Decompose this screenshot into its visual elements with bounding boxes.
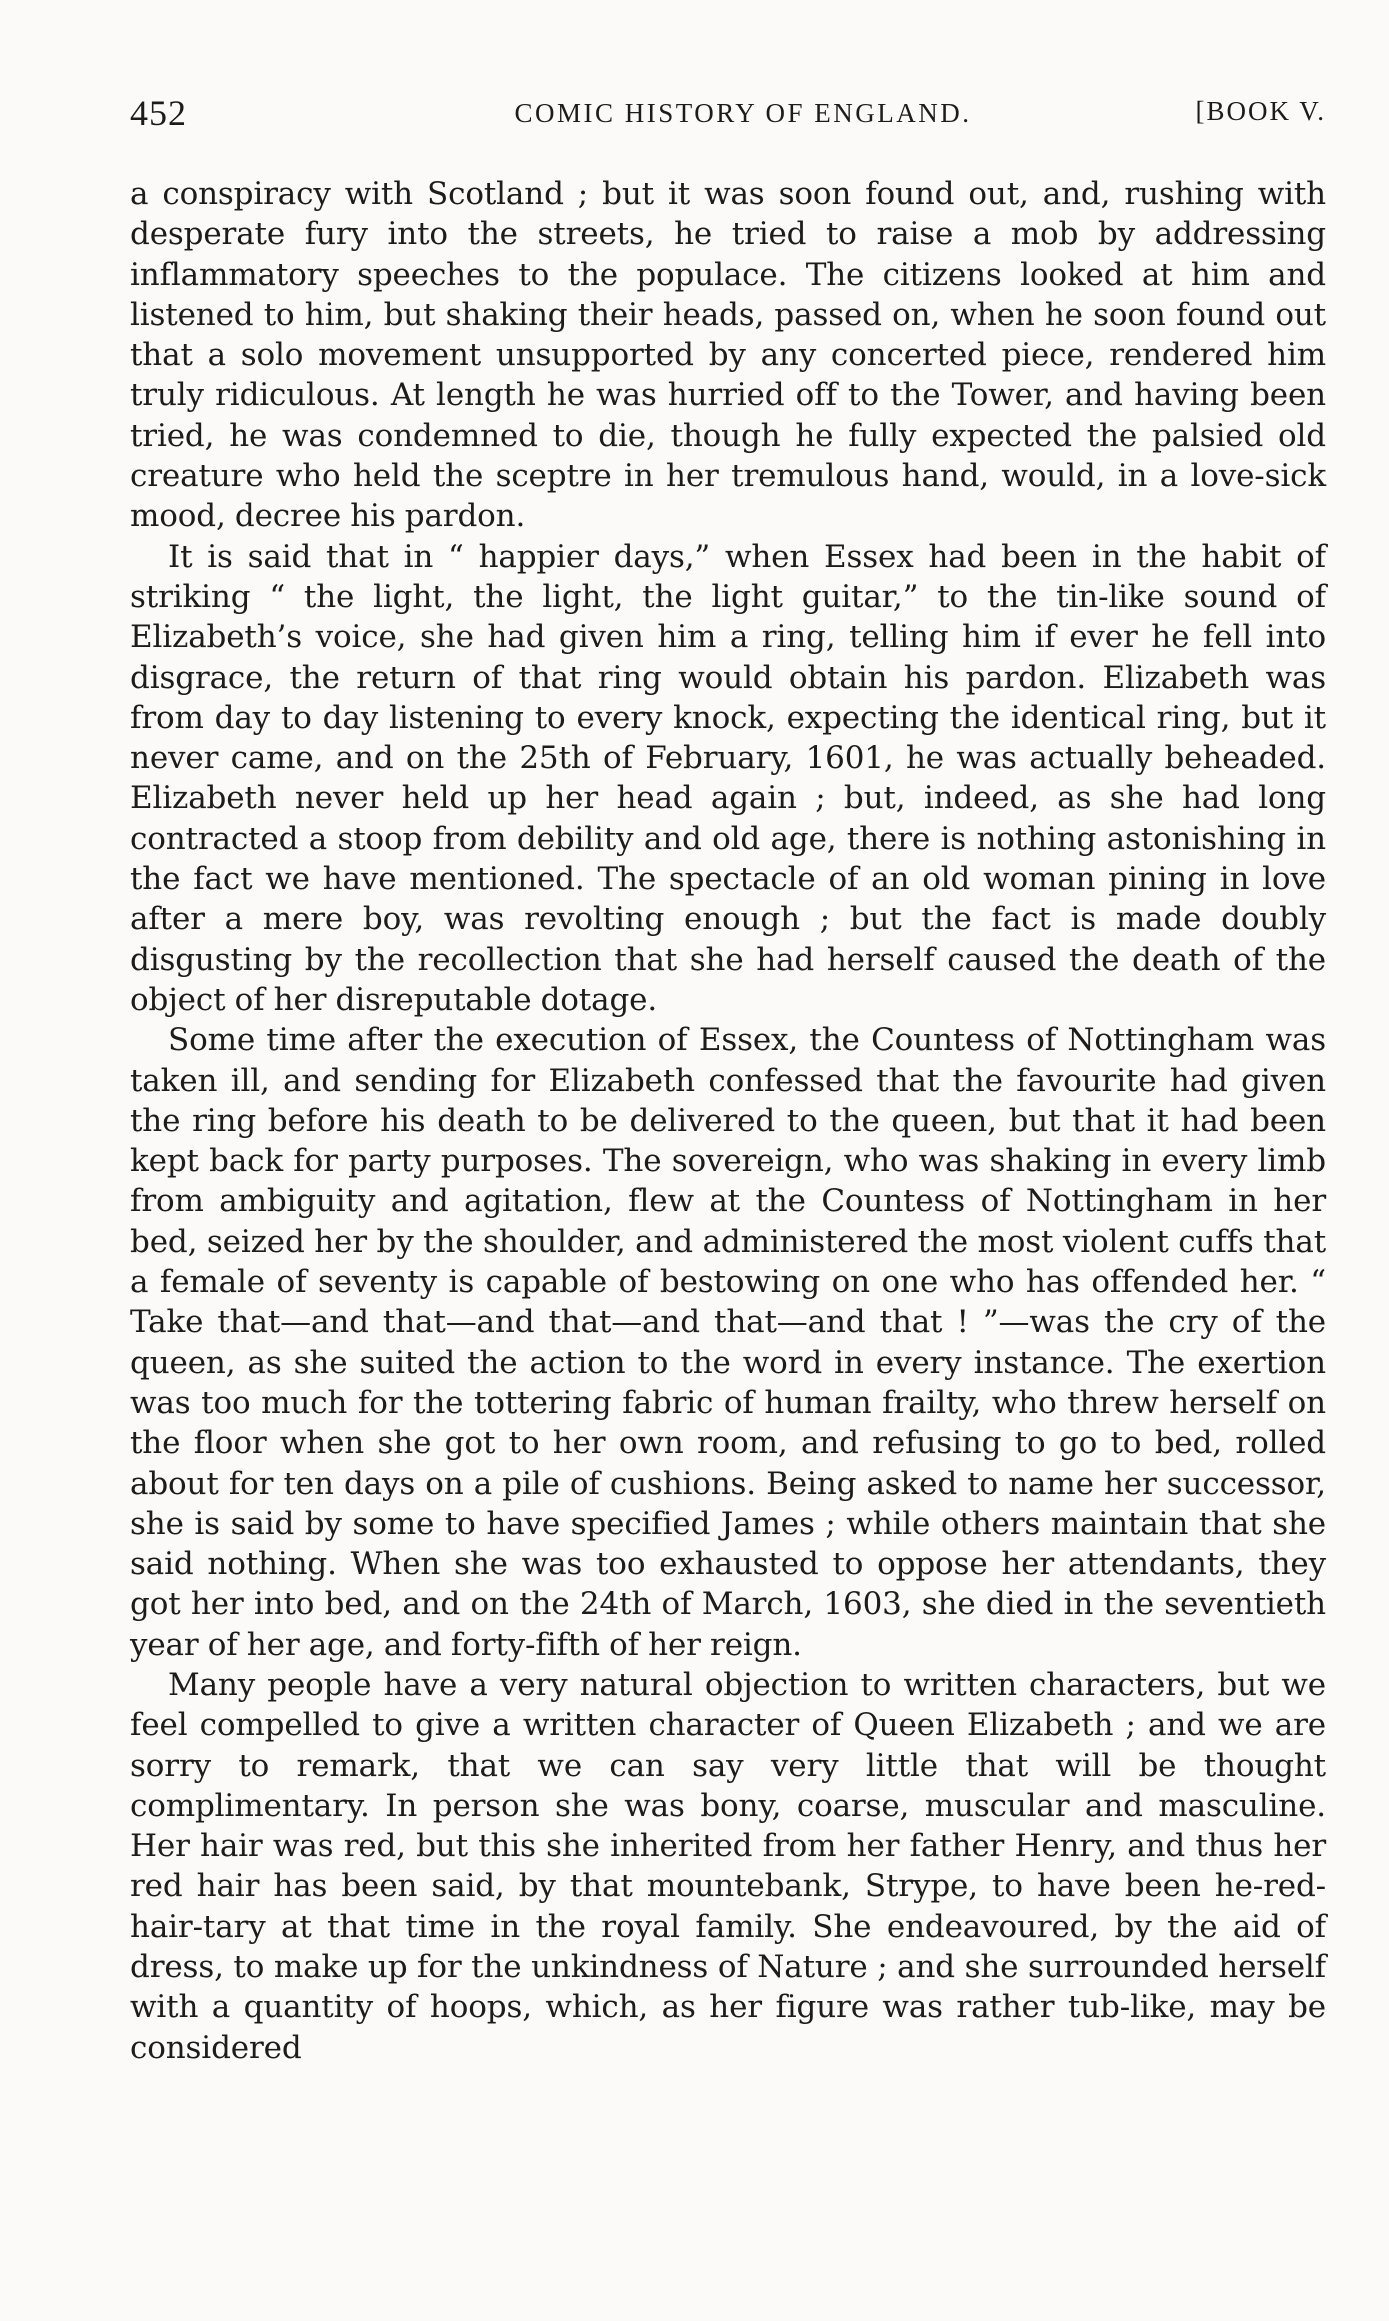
page-header (130, 92, 1326, 138)
body-text (130, 174, 1326, 2068)
book-label: [BOOK V. (1195, 96, 1326, 126)
running-title: COMIC HISTORY OF ENGLAND. (514, 98, 972, 128)
paragraph-2: It is said that in “ happier days,” when Essex had been in the habit of striking “ the light, the light, the light guitar,” to the tin-like sound of Elizabeth’s voice, she had given him a ring, telling him if ever he fell into disgrace, the return of that ring would obtain his pardon. Elizabeth was from day to day listening to every knock, expecting the identical ring, but it never came, and on the 25th of February, 1601, he was actually beheaded. Elizabeth never held up her head again ; but, indeed, as she had long contracted a stoop from debility and old age, there is nothing astonishing in the fact we have mentioned. The spectacle of an old woman pining in love after a mere boy, was revolting enough ; but the fact is made doubly disgusting by the recollection that she had herself caused the death of the object of her disreputable dotage. (130, 538, 1326, 1018)
paragraph-1: a conspiracy with Scotland ; but it was soon found out, and, rushing with desperate fury into the streets, he tried to raise a mob by addressing inflammatory speeches to the populace. The citizens looked at him and listened to him, but shaking their heads, passed on, when he soon found out that a solo movement unsupported by any concerted piece, rendered him truly ridiculous. At length he was hurried off to the Tower, and having been tried, he was condemned to die, though he fully expected the palsied old creature who held the sceptre in her tremulous hand, would, in a love-sick mood, decree his pardon. (130, 176, 1326, 535)
book-page (130, 92, 1326, 2292)
paragraph-4: Many people have a very natural objection to written characters, but we feel compelled to give a written character of Queen Elizabeth ; and we are sorry to remark, that we can say very little that will be thought complimentary. In person she was bony, coarse, muscular and masculine. Her hair was red, but this she inherited from her father Henry, and thus her red hair has been said, by that mountebank, Strype, to have been he-red-hair-tary at that time in the royal family. She endeavoured, by the aid of dress, to make up for the unkindness of Nature ; and she surrounded herself with a quantity of hoops, which, as her figure was rather tub-like, may be considered (130, 1666, 1326, 2066)
paragraph-3: Some time after the execution of Essex, the Countess of Nottingham was taken ill, and sending for Elizabeth confessed that the favourite had given the ring before his death to be delivered to the queen, but that it had been kept back for party purposes. The sovereign, who was shaking in every limb from ambiguity and agitation, flew at the Countess of Nottingham in her bed, seized her by the shoulder, and administered the most violent cuffs that a female of seventy is capable of bestowing on one who has offended her. “ Take that—and that—and that—and that—and that ! ”—was the cry of the queen, as she suited the action to the word in every instance. The exertion was too much for the tottering fabric of human frailty, who threw herself on the floor when she got to her own room, and refusing to go to bed, rolled about for ten days on a pile of cushions. Being asked to name her successor, she is said by some to have specified James ; while others maintain that she said nothing. When she was too exhausted to oppose her attendants, they got her into bed, and on the 24th of March, 1603, she died in the seventieth year of her age, and forty-fifth of her reign. (130, 1022, 1326, 1663)
page-number: 452 (130, 93, 187, 133)
